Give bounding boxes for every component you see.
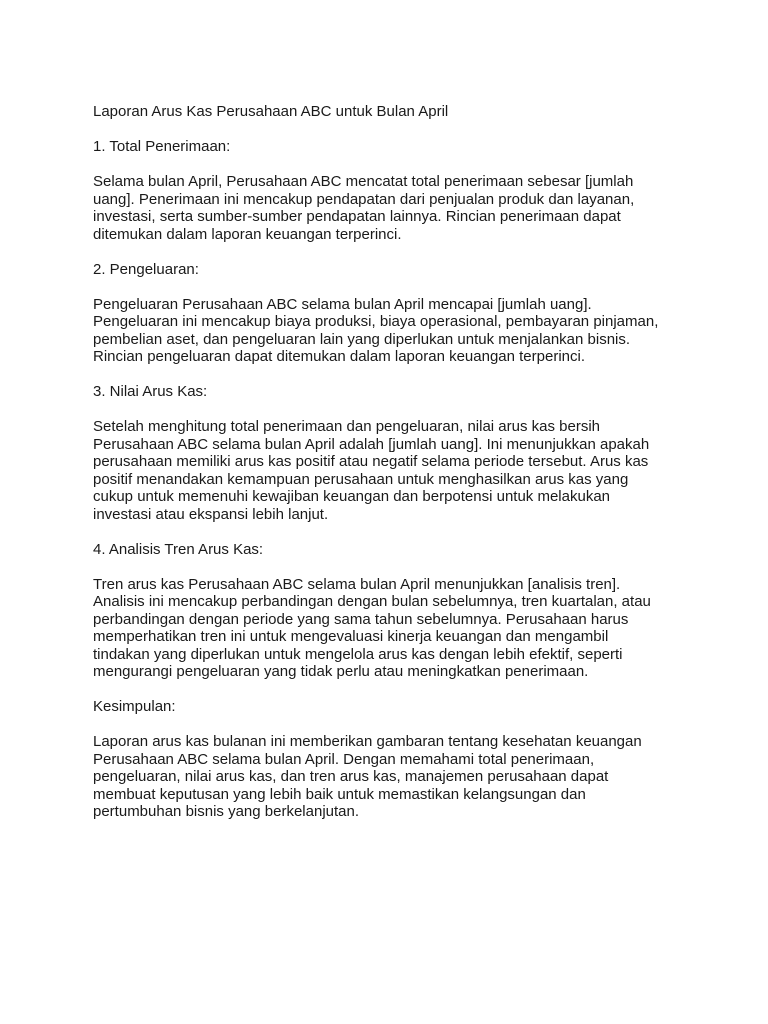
paragraph-line: memperhatikan tren ini untuk mengevaluasi kinerja keuangan dan mengambil	[93, 628, 609, 645]
paragraph-line: cukup untuk memenuhi kewajiban keuangan dan berpotensi untuk melakukan	[93, 488, 611, 505]
paragraph-line: Pengeluaran ini mencakup biaya produksi, biaya operasional, pembayaran pinjaman,	[93, 313, 659, 330]
paragraph-line: mengurangi pengeluaran yang tidak perlu atau meningkatkan penerimaan.	[93, 663, 589, 680]
paragraph-line: tindakan yang diperlukan untuk mengelola arus kas dengan lebih efektif, seperti	[93, 645, 623, 663]
paragraph-line: positif menandakan kemampuan perusahaan untuk menghasilkan arus kas yang	[93, 470, 629, 488]
paragraph-line: Laporan arus kas bulanan ini memberikan gambaran tentang kesehatan keuangan	[93, 733, 642, 750]
paragraph-line: investasi, serta sumber-sumber pendapatan lainnya. Rincian penerimaan dapat	[93, 208, 621, 225]
paragraph-line: pengeluaran, nilai arus kas, dan tren arus kas, manajemen perusahaan dapat	[93, 768, 609, 785]
section-heading: 2. Pengeluaran:	[93, 260, 199, 278]
paragraph-line: perbandingan dengan periode yang sama tahun sebelumnya. Perusahaan harus	[93, 610, 629, 628]
section-paragraph	[93, 418, 683, 523]
paragraph-line: Tren arus kas Perusahaan ABC selama bulan April menunjukkan [analisis tren].	[93, 575, 621, 593]
section-paragraph	[93, 173, 683, 243]
paragraph-line: pertumbuhan bisnis yang berkelanjutan.	[93, 803, 360, 820]
section-heading: 3. Nilai Arus Kas:	[93, 383, 208, 400]
paragraph-line: Setelah menghitung total penerimaan dan pengeluaran, nilai arus kas bersih	[93, 418, 601, 435]
paragraph-line: ditemukan dalam laporan keuangan terperinci.	[93, 225, 402, 243]
paragraph-line: membuat keputusan yang lebih baik untuk memastikan kelangsungan dan	[93, 785, 586, 803]
section-heading: 4. Analisis Tren Arus Kas:	[93, 540, 264, 558]
paragraph-line: investasi atau ekspansi lebih lanjut.	[93, 505, 329, 523]
section-paragraph	[93, 576, 683, 681]
section-paragraph	[93, 733, 683, 821]
section-paragraph	[93, 296, 683, 366]
paragraph-line: uang]. Penerimaan ini mencakup pendapatan dari penjualan produk dan layanan,	[93, 190, 635, 208]
paragraph-line: Selama bulan April, Perusahaan ABC mencatat total penerimaan sebesar [jumlah	[93, 173, 634, 190]
paragraph-line: Analisis ini mencakup perbandingan dengan bulan sebelumnya, tren kuartalan, atau	[93, 593, 651, 610]
paragraph-line: Pengeluaran Perusahaan ABC selama bulan April mencapai [jumlah uang].	[93, 295, 592, 313]
paragraph-line: Perusahaan ABC selama bulan April adalah [jumlah uang]. Ini menunjukkan apakah	[93, 435, 650, 453]
document-title: Laporan Arus Kas Perusahaan ABC untuk Bulan April	[93, 103, 449, 120]
section-heading: 1. Total Penerimaan:	[93, 138, 231, 155]
paragraph-line: perusahaan memiliki arus kas positif atau negatif selama periode tersebut. Arus kas	[93, 453, 649, 470]
document-body	[93, 103, 683, 838]
paragraph-line: Rincian pengeluaran dapat ditemukan dalam laporan keuangan terperinci.	[93, 348, 585, 365]
paragraph-line: Perusahaan ABC selama bulan April. Dengan memahami total penerimaan,	[93, 750, 595, 768]
paragraph-line: pembelian aset, dan pengeluaran lain yang diperlukan untuk menjalankan bisnis.	[93, 330, 631, 348]
section-heading: Kesimpulan:	[93, 698, 176, 715]
